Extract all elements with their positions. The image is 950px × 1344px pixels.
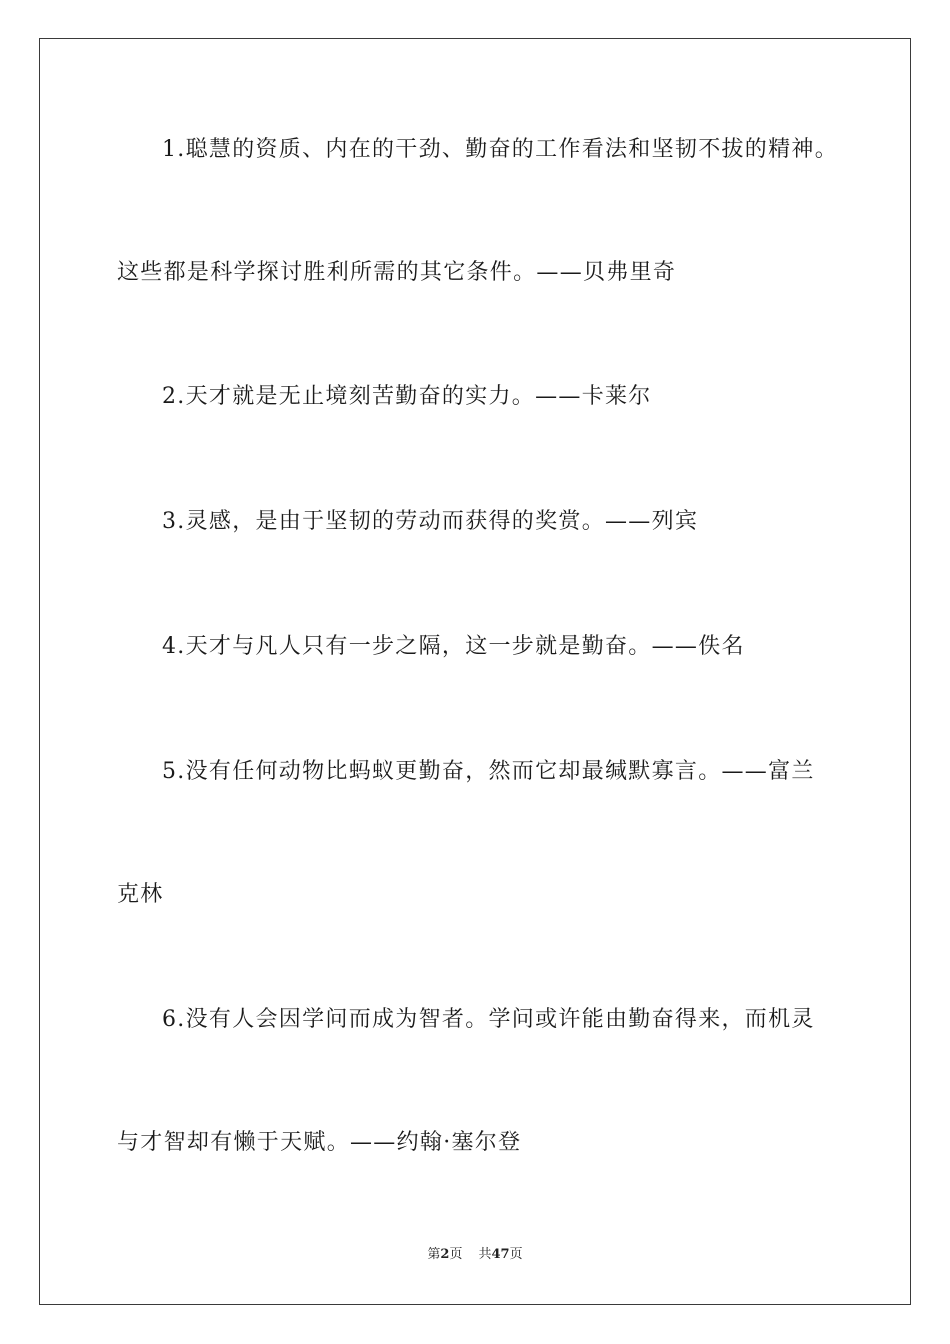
text-line-1: 1.聪慧的资质、内在的干劲、勤奋的工作看法和坚韧不拔的精神。 <box>162 137 838 162</box>
text-line-9: 与才智却有懒于天赋。——约翰·塞尔登 <box>117 1130 522 1155</box>
text-line-2: 这些都是科学探讨胜利所需的其它条件。——贝弗里奇 <box>117 260 677 285</box>
page-suffix: 页 <box>449 1247 463 1262</box>
page-footer <box>0 1246 950 1264</box>
text-line-7: 克林 <box>117 882 164 907</box>
text-line-5: 4.天才与凡人只有一步之隔，这一步就是勤奋。——佚名 <box>162 634 745 659</box>
text-line-6: 5.没有任何动物比蚂蚁更勤奋，然而它却最缄默寡言。——富兰 <box>162 759 815 784</box>
page-number: 2 <box>440 1247 450 1262</box>
total-pages: 47 <box>491 1247 510 1262</box>
text-line-4: 3.灵感，是由于坚韧的劳动而获得的奖赏。——列宾 <box>162 509 699 534</box>
text-line-3: 2.天才就是无止境刻苦勤奋的实力。——卡莱尔 <box>162 384 652 409</box>
page-prefix: 第 <box>427 1247 441 1262</box>
page-border <box>39 38 911 1305</box>
total-suffix: 页 <box>509 1247 523 1262</box>
text-line-8: 6.没有人会因学问而成为智者。学问或许能由勤奋得来，而机灵 <box>162 1007 815 1032</box>
total-prefix: 共 <box>478 1247 492 1262</box>
